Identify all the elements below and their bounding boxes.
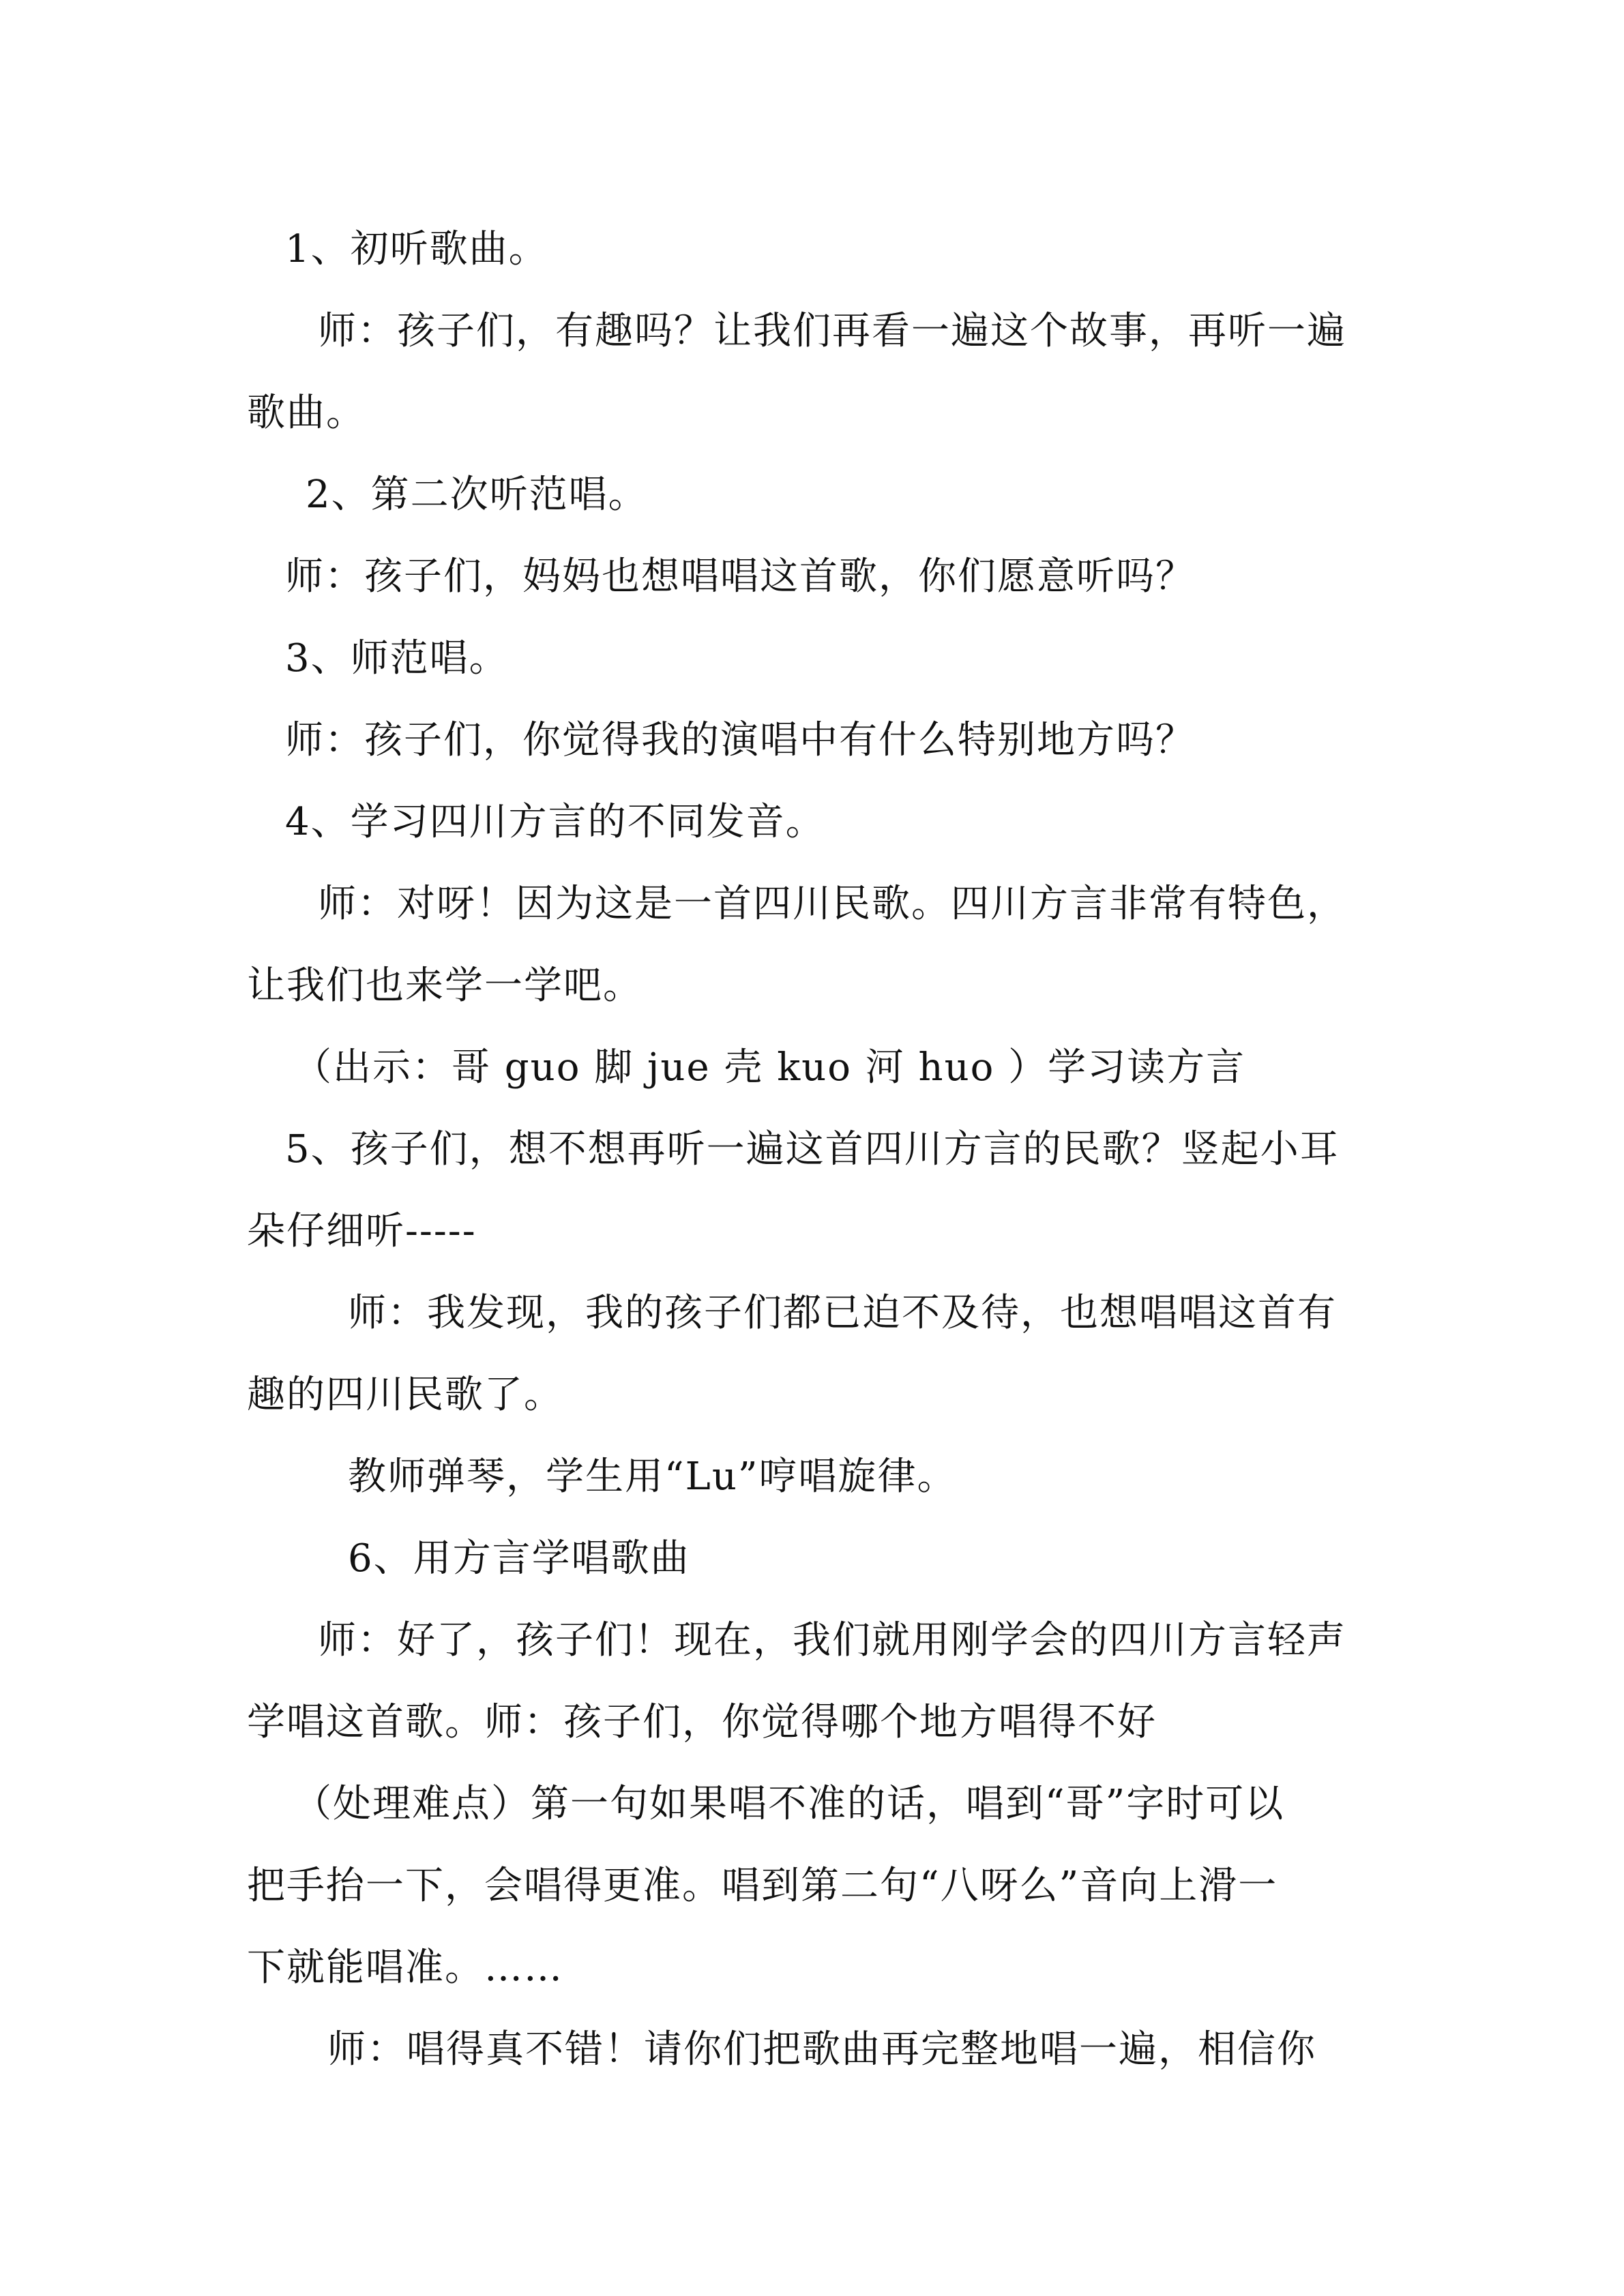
text-line-02: 师：孩子们，有趣吗？让我们再看一遍这个故事，再听一遍 xyxy=(318,309,1346,353)
text-line-07: 师：孩子们，你觉得我的演唱中有什么特别地方吗？ xyxy=(285,718,1195,762)
text-line-01: 1、初听歌曲。 xyxy=(285,227,548,271)
text-line-05: 师：孩子们，妈妈也想唱唱这首歌，你们愿意听吗？ xyxy=(285,554,1195,599)
text-line-14: 师：我发现，我的孩子们都已迫不及待，也想唱唱这首有 xyxy=(348,1291,1337,1335)
text-line-17: 6、用方言学唱歌曲 xyxy=(348,1536,690,1581)
text-line-19: 学唱这首歌。师：孩子们，你觉得哪个地方唱得不好 xyxy=(247,1700,1157,1744)
text-line-03: 歌曲。 xyxy=(247,391,366,435)
text-line-09: 师：对呀！因为这是一首四川民歌。四川方言非常有特色， xyxy=(318,882,1346,926)
text-line-11: （出示：哥 guo 脚 jue 壳 kuo 河 huo ）学习读方言 xyxy=(293,1045,1246,1090)
text-line-08: 4、学习四川方言的不同发音。 xyxy=(285,800,825,844)
text-line-10: 让我们也来学一学吧。 xyxy=(247,964,643,1008)
text-line-16: 教师弹琴，学生用“Lu”哼唱旋律。 xyxy=(348,1455,957,1499)
text-line-06: 3、师范唱。 xyxy=(285,636,509,681)
text-line-20: （处理难点）第一句如果唱不准的话，唱到“哥”字时可以 xyxy=(293,1782,1285,1826)
text-line-21: 把手抬一下，会唱得更准。唱到第二句“八呀么”音向上滑一 xyxy=(247,1864,1278,1908)
text-line-04: 2、第二次听范唱。 xyxy=(306,473,648,517)
text-line-23: 师：唱得真不错！请你们把歌曲再完整地唱一遍，相信你 xyxy=(327,2027,1316,2072)
text-line-22: 下就能唱准。…… xyxy=(247,1945,563,1990)
text-line-18: 师：好了，孩子们！现在，我们就用刚学会的四川方言轻声 xyxy=(318,1618,1346,1663)
text-line-12: 5、孩子们，想不想再听一遍这首四川方言的民歌？竖起小耳 xyxy=(285,1127,1340,1172)
text-line-15: 趣的四川民歌了。 xyxy=(247,1373,563,1417)
text-line-13: 朵仔细听----- xyxy=(247,1209,477,1253)
